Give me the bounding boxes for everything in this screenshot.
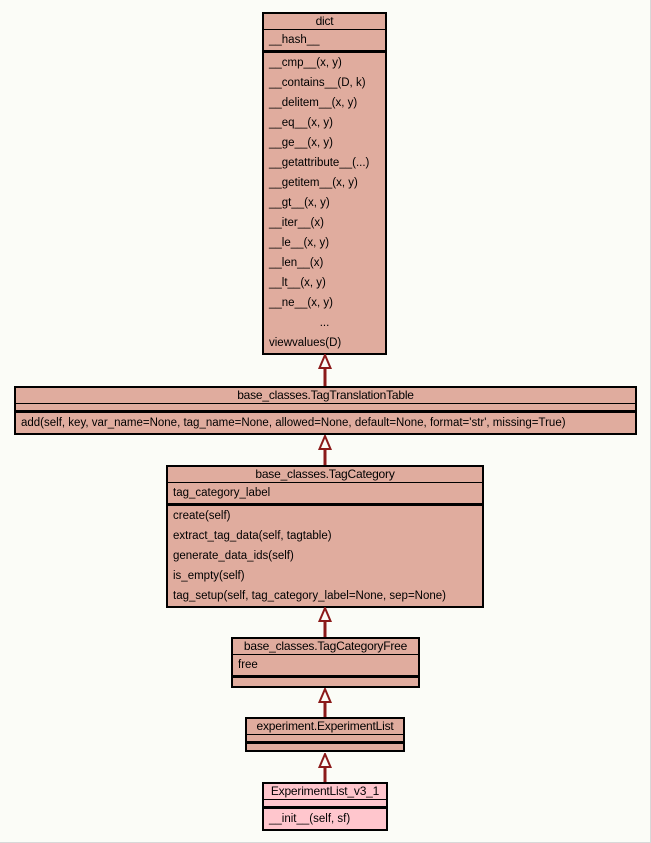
attributes-section bbox=[233, 655, 418, 678]
class-title: base_classes.TagTranslationTable bbox=[16, 388, 635, 404]
method-row: viewvalues(D) bbox=[269, 337, 342, 349]
class-title: experiment.ExperimentList bbox=[247, 719, 403, 735]
inheritance-arrow bbox=[317, 753, 333, 782]
class-box-tag-category[interactable] bbox=[166, 465, 484, 608]
inheritance-arrow bbox=[317, 354, 333, 386]
attributes-section bbox=[264, 30, 385, 53]
method-row: __ne__(x, y) bbox=[269, 297, 333, 309]
method-row: __cmp__(x, y) bbox=[269, 57, 342, 69]
attributes-section-empty bbox=[16, 404, 635, 413]
attribute-row: free bbox=[238, 659, 258, 671]
attribute-row: tag_category_label bbox=[173, 487, 271, 499]
hollow-triangle-arrow-icon bbox=[317, 607, 333, 637]
method-row: extract_tag_data(self, tagtable) bbox=[173, 530, 332, 542]
method-row: __init__(self, sf) bbox=[269, 813, 351, 825]
methods-section bbox=[264, 809, 386, 829]
method-row: is_empty(self) bbox=[173, 570, 245, 582]
method-row: create(self) bbox=[173, 510, 231, 522]
method-row: __contains__(D, k) bbox=[269, 77, 366, 89]
inheritance-arrow bbox=[317, 435, 333, 465]
method-row: __eq__(x, y) bbox=[269, 117, 333, 129]
hollow-triangle-arrow-icon bbox=[317, 354, 333, 386]
method-row: __gt__(x, y) bbox=[269, 197, 330, 209]
method-row: __getitem__(x, y) bbox=[269, 177, 358, 189]
hollow-triangle-arrow-icon bbox=[317, 688, 333, 717]
class-title: ExperimentList_v3_1 bbox=[264, 784, 386, 800]
class-box-dict[interactable] bbox=[262, 12, 387, 355]
class-title: base_classes.TagCategoryFree bbox=[233, 639, 418, 655]
class-box-tag-translation-table[interactable] bbox=[14, 386, 637, 435]
class-box-experiment-list[interactable] bbox=[245, 717, 405, 752]
method-row: generate_data_ids(self) bbox=[173, 550, 294, 562]
class-title: dict bbox=[264, 14, 385, 30]
method-row: __iter__(x) bbox=[269, 217, 324, 229]
class-box-tag-category-free[interactable] bbox=[231, 637, 420, 688]
method-row: tag_setup(self, tag_category_label=None, sep=None) bbox=[173, 590, 446, 602]
methods-section bbox=[168, 506, 482, 606]
attributes-section bbox=[168, 483, 482, 506]
methods-section-empty bbox=[247, 744, 403, 750]
inheritance-arrow bbox=[317, 607, 333, 637]
method-row: __ge__(x, y) bbox=[269, 137, 333, 149]
class-box-experiment-list-v3-1[interactable] bbox=[262, 782, 388, 831]
attribute-row: __hash__ bbox=[269, 34, 320, 46]
method-row: __lt__(x, y) bbox=[269, 277, 326, 289]
inheritance-arrow bbox=[317, 688, 333, 717]
methods-section-empty bbox=[233, 678, 418, 686]
method-row: add(self, key, var_name=None, tag_name=None, allowed=None, default=None, format='str', missing=True) bbox=[21, 417, 566, 429]
attributes-section-empty bbox=[247, 735, 403, 744]
hollow-triangle-arrow-icon bbox=[317, 753, 333, 782]
method-row: __getattribute__(...) bbox=[269, 157, 370, 169]
methods-section bbox=[264, 53, 385, 353]
methods-section bbox=[16, 413, 635, 433]
method-row: __delitem__(x, y) bbox=[269, 97, 358, 109]
method-row: __len__(x) bbox=[269, 257, 324, 269]
class-title: base_classes.TagCategory bbox=[168, 467, 482, 483]
method-row: __le__(x, y) bbox=[269, 237, 330, 249]
ellipsis-row: ... bbox=[319, 317, 330, 329]
attributes-section-empty bbox=[264, 800, 386, 809]
hollow-triangle-arrow-icon bbox=[317, 435, 333, 465]
